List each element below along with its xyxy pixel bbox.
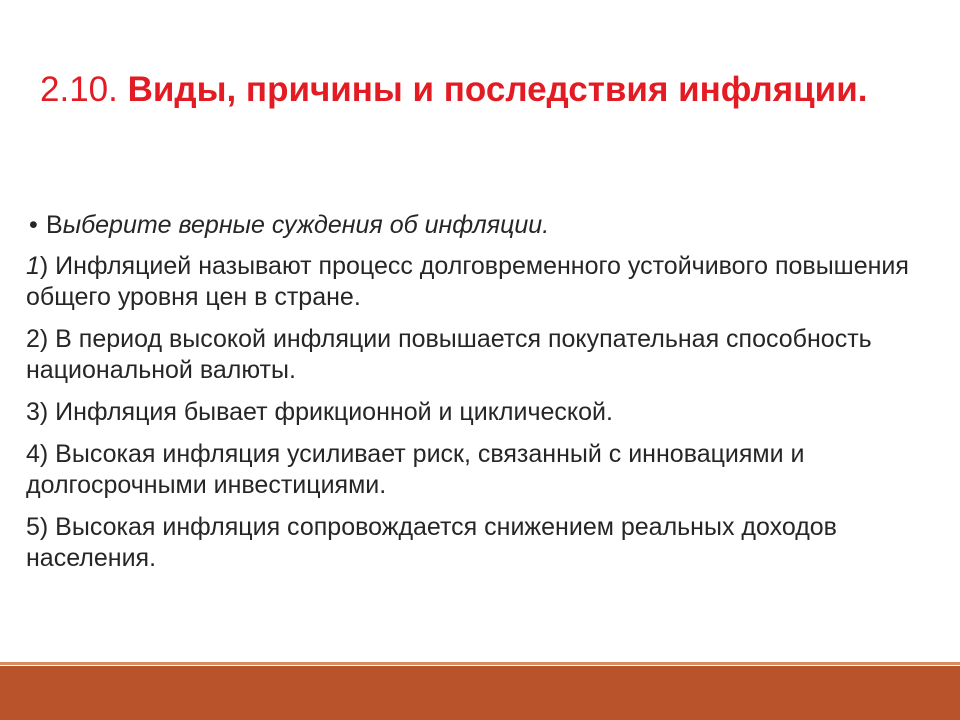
- list-item: [26, 439, 936, 501]
- intro-line: [26, 210, 936, 241]
- title-text: Виды, причины и последствия инфляции.: [127, 70, 868, 109]
- item-text: ) Инфляция бывает фрикционной и циклической.: [39, 398, 613, 426]
- item-number: 2: [26, 325, 40, 353]
- list-item: [26, 324, 936, 386]
- list-item: [26, 397, 936, 428]
- intro-first-letter: В: [46, 211, 63, 239]
- item-number: 4: [26, 440, 40, 468]
- intro-text: ыберите верные суждения об инфляции.: [62, 211, 550, 239]
- item-number: 3: [26, 398, 40, 426]
- footer-divider: [0, 662, 960, 665]
- item-number: 5: [26, 513, 40, 541]
- title-number: 2.10.: [40, 70, 128, 109]
- item-text: ) Инфляцией называют процесс долговременного устойчивого повышения общего уровня цен в стране.: [26, 252, 909, 311]
- item-number: 1: [26, 252, 40, 280]
- item-text: ) В период высокой инфляции повышается покупательная способность национальной валюты.: [26, 325, 872, 384]
- slide-title: [40, 68, 900, 111]
- footer-band: [0, 666, 960, 720]
- slide-content: [26, 210, 936, 585]
- item-text: ) Высокая инфляция сопровождается снижением реальных доходов населения.: [26, 513, 837, 572]
- bullet-icon: •: [29, 211, 38, 239]
- list-item: [26, 251, 936, 313]
- list-item: [26, 512, 936, 574]
- item-text: ) Высокая инфляция усиливает риск, связанный с инновациями и долгосрочными инвестициями.: [26, 440, 805, 499]
